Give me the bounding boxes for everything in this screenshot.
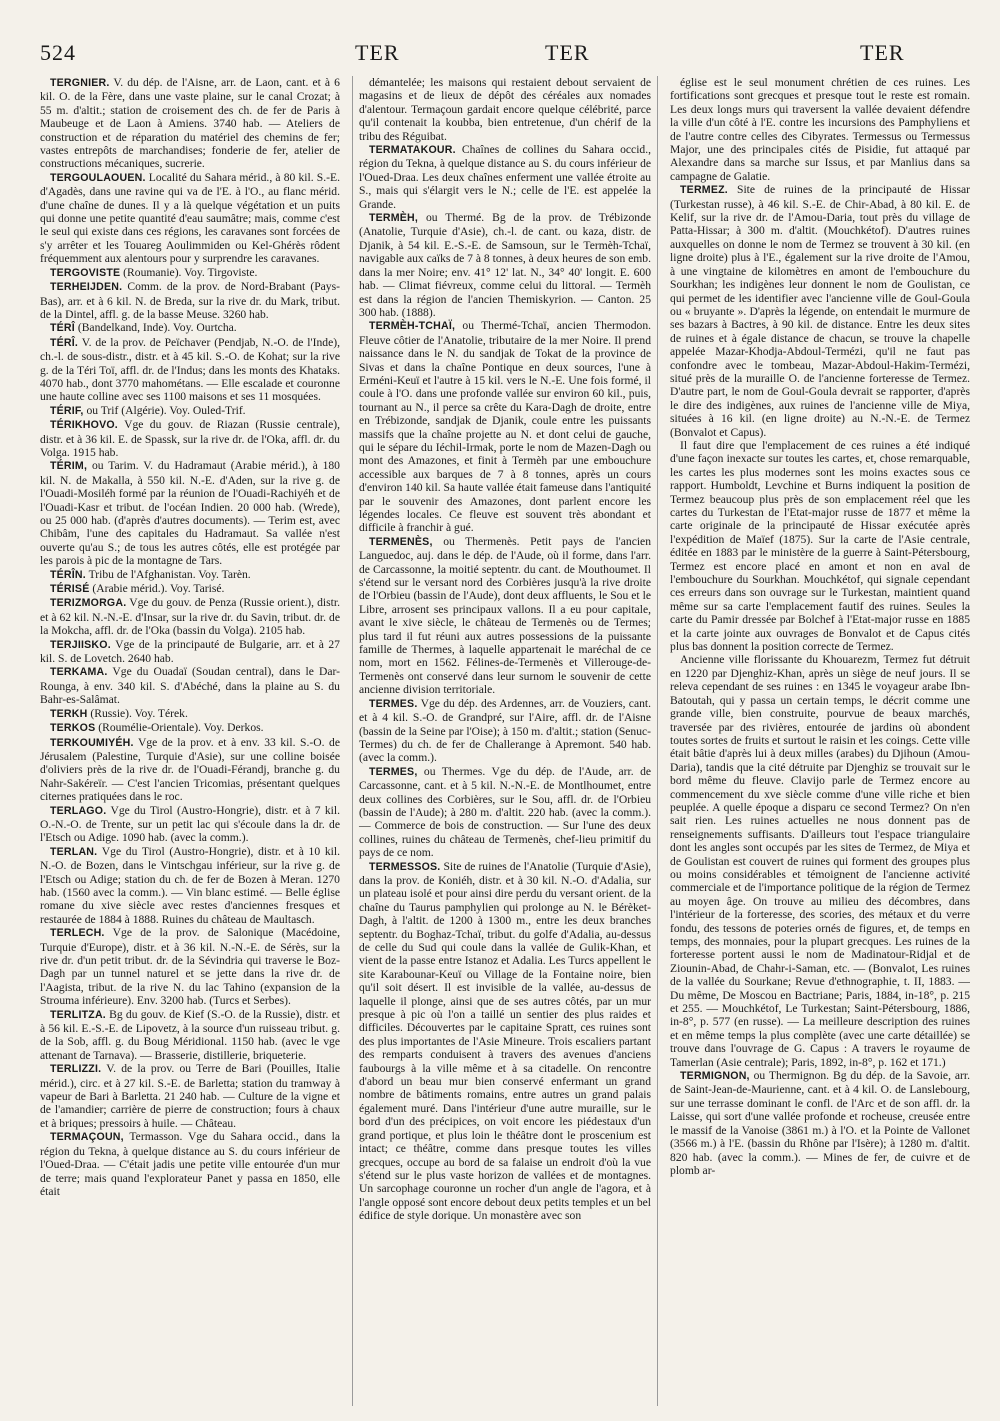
entry-headword: TÉRIKHOVO. [50,419,118,432]
dictionary-entry [40,596,340,637]
dictionary-entry [359,765,651,860]
dictionary-entry [40,736,340,804]
entry-headword: TERGNIER. [50,77,110,89]
entry-headword: TERMEZ. [680,184,728,197]
entry-text: ou Thermignon. Bg du dép. de la Savoie, arr. de Saint-Jean-de-Maurienne, cant. et à 4 kil. O. de Lanslebourg, sur une terrasse dominant le confl. de l'Arc et de son affl. dr. la Laisse, qui sort d'une vallée profonde et rocheuse, creusée entre le massif de la Vanoise (3861 m.) à l'O. et la Pointe de Vallonet (3566 m.) à l'E. (bassin du Rhône par l'Isère); à 1280 m. d'altit. 820 hab. (avec la comm.). — Mines de fer, de cuivre et de plomb ar- [670,1069,970,1177]
entry-headword: TÉRÎ [50,322,75,335]
entry-text: Localité du Sahara mérid., à 80 kil. S.-E. d'Agadès, dans une ravine qui va de l'E. à l'O., au flanc mérid. d'une chaîne de dunes. Il y a là quelque végétation et un puits qui donne une petite quantité d'eau saumâtre; mais, comme c'est le seul qui existe dans ces régions, les caravanes sont forcées de s'y arrêter et les Touareg Aoulimmiden ou Kel-Ghérès rôdent fréquemment aux alentours pour y surprendre les caravanes. [40,170,340,266]
entry-headword: TÉRÎN. [50,568,86,581]
entry-headword: TERMÈH, [368,212,419,225]
dictionary-entry [359,76,651,143]
entry-text: Termasson. Vge du Sahara occid., dans la région du Tekna, à quelque distance au S. du cours inférieur de l'Oued-Draa. — C'était jadis une petite ville entourée d'un mur de terre; mais quand l'explorateur Panet y passa en 1850, elle était [40,1130,340,1198]
entry-headword: TERGOULAOUEN. [50,171,146,184]
dictionary-entry [40,926,340,1007]
dictionary-entry [40,638,340,666]
entry-text: Vge du dép. des Ardennes, arr. de Vouziers, cant. et à 4 kil. S.-O. de Grandpré, sur l'Aire, affl. dr. de l'Aisne (bassin de la Seine par l'Oise); à 150 m. d'altit.; station (Senuc-Termes) du ch. de fer de Challerange à Apremont. 540 hab. (avec la comm.). [358,696,652,765]
dictionary-entry [40,845,340,926]
dictionary-entry [40,1130,340,1198]
dictionary-entry [359,860,651,1223]
page-number: 524 [40,40,76,65]
entry-headword: TERMATAKOUR. [368,144,456,157]
entry-headword: TERKOUMIYÉH. [50,736,134,749]
dictionary-entry [40,804,340,845]
entry-headword: TÉRIF, [50,404,84,417]
dictionary-entry [40,721,340,735]
entry-text: Il faut dire que l'emplacement de ces ruines a été indiqué d'une façon inexacte sur toutes les cartes, et, chose remarquable, les cartes les plus modernes sont les moins exactes sous ce rapport. Humboldt, Levchine et Burns indiquent la position de Termez beaucoup plus près de son emplacement réel que les cartes du Turkestan de l'Etat-major russe de 1877 et même la carte originale de la principauté de Hissar exécutée après l'expédition de Maïef (1875). Sur la carte de l'Asie centrale, éditée en 1883 par le ministère de la guerre à Saint-Pétersbourg, Termez est encore placé en amont et non en aval de l'embouchure du Sourkhan. Mouchkétof, qui signale cependant ces erreurs dans son ouvrage sur le Turkestan, maintient quand même sur sa carte l'emplacement fautif des ruines. Seules la carte du Pamir dressée par Bolchef à l'Etat-major russe en 1885 et la carte jointe aux ouvrages de Bonvalot et de Capus cités plus bas donnent la position correcte de Termez. [670,438,970,654]
dictionary-entry [670,183,970,439]
entry-text: ou Thermenès. Petit pays de l'ancien Languedoc, auj. dans le dép. de l'Aude, où il forme, dans l'arr. de Carcassonne, la moitié septentr. du cant. de Mouthoumet. Il s'étend sur le versant nord des Corbières jusqu'à la rive droite de l'Orbieu (bassin de l'Aude), dont deux affluents, le Sou et le Libre, arrosent ses principaux vallons. Il a eu pour capitale, avant le xive siècle, le château de Termenès ou de Termes; plus tard il fut réuni aux autres possessions de la puissante famille de Thermes, à laquelle appartenait le maréchal de ce nom, mort en 1562. Félines-de-Termenès et Villerouge-de-Termenès ont conservé dans leur surnom le souvenir de cette ancienne division territoriale. [358,534,652,697]
entry-text: V. de la prov. de Peïchaver (Pendjab, N.-O. de l'Inde), ch.-l. de sous-distr., distr. et à 45 kil. S.-O. de Kohat; sur la rive g. de la Téri Toï, affl. dr. de l'Indus; dans les monts des Khataks. 4070 hab., dont 3770 mahométans. — Elle escalade et couronne une haute colline avec ses 1100 maisons et ses 11 mosquées. [40,335,340,404]
entry-headword: TERLITZA. [50,1008,106,1021]
entry-headword: TERMES. [368,697,418,710]
entry-headword: TERHEIJDEN. [50,281,123,294]
entry-text: (Russie). Voy. Térek. [87,706,188,720]
entry-text: Vge du gouv. de Riazan (Russie centrale), distr. et à 36 kil. E. de Spassk, sur la rive dr. de l'Oka, affl. dr. du Volga. 1915 hab. [40,418,340,459]
text-columns [40,76,970,1406]
dictionary-entry [40,280,340,321]
entry-text: Site de ruines de la principauté de Hissar (Turkestan russe), à 46 kil. S.-E. de Chir-Abad, à 80 kil. E. de Kelif, sur la rive dr. de l'Amou-Daria, tout près du village de Patta-Hissar; à 300 m. d'altit. (Mouchkétof). D'autres ruines auxquelles on donne le nom de Termez se trouvent à 30 kil. (en ligne droite) plus à l'E., également sur la rive droite de l'Amou, à une vingtaine de kilomètres en amont de l'embouchure du Sourkhan; les indigènes leur donnent le nom de Goulistan, ce qui permet de les identifier avec l'ancienne ville de Goul-Goula ou « bruyante ». D'après la légende, on entendait le murmure de ses bazars à Bactres, à 90 kil. de distance. Entre les deux sites de ruines et à égale distance de chacun, se trouve la chapelle appelée Mazar-Khodja-Abdoul-Termézi, qu'il ne faut pas confondre avec le tombeau, Mazar-Abdoul-Hakim-Termézi, situé près de la muraille O. de l'ancienne forteresse de Termez. D'autre part, le nom de Goul-Goula devrait se rapporter, d'après le dire des indigènes, aux ruines de l'ancienne ville de Miya, situées à 16 kil. (en ligne droite) au N.-N.-E. de Termez (Bonvalot et Capus). [670,183,970,439]
dictionary-entry [359,143,651,211]
entry-text: Ancienne ville florissante du Khouarezm, Termez fut détruit en 1220 par Djenghiz-Khan, après un siège de neuf jours. Il se releva cependant de ses ruines : en 1345 le voyageur arabe Ibn-Batoutah, qui y passa un certain temps, le décrit comme une grande ville, bien construite, pourvue de beaux marchés, traversée par des rivières, entourée de jardins où abondent toutes sortes de fruits et surtout le raisin et les coings. Cette ville était bâtie d'après lui à deux milles (arabes) du Djihoun (Amou-Daria), tandis que la cité détruite par Djenghiz se trouvait sur le bord même du fleuve. Clavijo parle de Termez encore au commencement du xve siècle comme d'une ville riche et bien peuplée. A quelle époque a disparu ce second Termez? On n'en sait rien. Les ruines actuelles ne nous donnent pas de renseignements suffisants. D'ailleurs tout l'espace triangulaire dont les angles sont occupés par les sites de Termez, de Miya et de Goulistan est couvert de ruines qui forment des groupes plus ou moins considérables et témoignent de l'ancienne activité commerciale et de l'importance politique de la région de Termez au moyen âge. On trouve au milieu des décombres, dans l'intérieur de la forteresse, des scories, des métaux et du verre fondu, des tessons de poteries ornés de figures, et, de temps en temps, des monnaies, pour la plupart grecques. Les ruines de la forteresse portent aussi le nom de Madinatour-Ridjal et de Ziounin-Abad, de Chahr-i-Saman, etc. — (Bonvalot, Les ruines de la vallée du Sourkane; Revue d'ethnographie, t. II, 1883. — Du même, De Moscou en Bactriane; Paris, 1884, in-18°, p. 215 et 255. — Mouchkétof, Le Turkestan; Saint-Pétersbourg, 1886, in-8°, p. 577 (en russe). — La meilleure description des ruines et en même temps la plus complète (avec une carte détaillée) se trouve dans l'ouvrage de G. Capus : A travers le royaume de Tamerlan (Asie centrale); Paris, 1892, in-8°, p. 162 et 171.) [670,653,970,1069]
entry-headword: TERGOVISTE [50,266,121,279]
entry-text: Chaînes de collines du Sahara occid., région du Tekna, à quelque distance au S. du cours inférieur de l'Oued-Draa. Les deux chaînes enferment une vallée étroite au S., mais qui s'élargit vers le N.; celle de l'E. est appelée la Grande. [358,143,652,211]
dictionary-entry [40,707,340,721]
column-middle [352,76,658,1406]
dictionary-entry [359,319,651,535]
entry-headword: TERKOS [50,722,96,735]
dictionary-entry [670,439,970,654]
column-right [670,76,970,1406]
dictionary-entry [40,459,340,567]
entry-text: (Roumélie-Orientale). Voy. Derkos. [95,721,264,735]
entry-text: ou Thermé-Tchaï, ancien Thermodon. Fleuve côtier de l'Anatolie, tributaire de la mer Noire. Il prend naissance dans le N. du sandjak de Tokat de la province de Sivas et dans la chaîne Pontique en deux sources, l'une à Erméni-Keuï et l'autre à 15 kil. vers le N.-E. Une fois formé, il coule à l'O. dans une profonde vallée sur environ 60 kil., puis, tournant au N., il perce sa crête du Kara-Dagh de droite, entre en Trébizonde, sandjak de Djanik, coule entre les puissants massifs que la chaîne projette au N. et dont celui de gauche, qui le sépare du Iéchil-Irmak, porte le nom de Mazen-Dagh ou mont des Amazones, et finit à Termèh par une embouchure accessible aux barques de 7 à 8 tonnes, après un cours d'environ 140 kil. Sa haute vallée était fameuse dans l'antiquité par le souvenir des Amazones, dont parlent encore les légendes locales. Ce fleuve est souvent très abondant et difficile à franchir à gué. [358,319,652,535]
dictionary-entry [359,697,651,765]
dictionary-entry [40,404,340,418]
entry-text: Vge du gouv. de Penza (Russie orient.), distr. et à 62 kil. N.-N.-E. d'Insar, sur la rive dr. du Savin, tribut. dr. de la Mokcha, affl. dr. de l'Oka (bassin du Volga). 2105 hab. [40,596,340,638]
entry-headword: TERLAGO. [50,804,107,817]
entry-headword: TERMESSOS. [368,860,441,873]
entry-text: ou Tarim. V. du Hadramaut (Arabie mérid.), à 180 kil. N. de Makalla, à 550 kil. N.-E. d'Aden, sur la rive g. de l'Ouadi-Mosiléh formé par la réunion de l'Ouadi-Rachiyéh et de l'Ouadi-Kasr et tribut. de l'océan Indien. 20 000 hab. (Wrede), ou 25 000 hab. (d'après d'autres documents). — Terim est, avec Chibâm, l'une des capitales du Hadramaut. Sa vallée n'est ouverte qu'au S.; de tous les autres côtés, elle est protégée par les parois à pic de la montagne de Tars. [40,459,340,568]
dictionary-entry [40,76,340,171]
dictionary-entry [40,1062,340,1130]
entry-text: Comm. de la prov. de Nord-Brabant (Pays-Bas), arr. et à 6 kil. N. de Breda, sur la rive dr. du Mark, tribut. de la Dintel, affl. g. de la basse Meuse. 3260 hab. [40,280,340,321]
running-header [40,40,970,70]
entry-headword: TERKAMA. [50,666,108,679]
dictionary-entry [40,336,340,404]
entry-text: ou Trif (Algérie). Voy. Ouled-Trif. [83,403,246,417]
entry-headword: TERMIGNON, [680,1070,750,1083]
entry-text: V. de la prov. ou Terre de Bari (Pouilles, Italie mérid.), circ. et à 27 kil. S.-E. de Barletta; station du tramway à vapeur de Bari à Barletta. 21 240 hab. — Culture de la vigne et de l'amandier; carrière de pierre de construction; fours à chaux et à briques; pressoirs à huile. — Château. [40,1062,340,1130]
running-head-center: TER [545,40,590,65]
entry-text: église est le seul monument chrétien de ces ruines. Les fortifications sont grecques et presque tout le reste est romain. Les deux longs murs qui traversent la vallée devaient défendre la ville d'un côté à l'E. contre les incursions des Pamphyliens et de l'autre contre celles des Cibyrates. Termessus ou Termessus Major, une des principales cités de Pisidie, fut attaqué par Alexandre dans sa marche sur Issus, et par Manlius dans sa campagne de Galatie. [670,76,970,183]
entry-text: démantelée; les maisons qui restaient debout servaient de magasins et de lieux de dépôt des céréales aux nomades d'alentour. Termaçoun gardait encore quelque célébrité, parce qu'il contenait la koubba, bien entretenue, d'un chérif de la tribu des Réguibat. [358,76,652,143]
dictionary-entry [40,418,340,459]
dictionary-entry [40,582,340,596]
entry-headword: TÉRISÉ [50,583,90,596]
dictionary-entry [670,653,970,1069]
column-left [40,76,340,1406]
entry-text: Bg du gouv. de Kief (S.-O. de la Russie), distr. et à 56 kil. E.-S.-E. de Lipovetz, à la source d'un ruisseau tribut. g. de la Sob, affl. g. du Boug Méridional. 1150 hab. (avec le vge attenant de Tarnava). — Brasserie, distillerie, briqueterie. [40,1007,340,1062]
entry-text: Vge du Tirol (Austro-Hongrie), distr. et à 10 kil. N.-O. de Bozen, dans le Vintschgau inférieur, sur la rive g. de l'Etsch ou Adige; station du ch. de fer de Bozen à Meran. 1270 hab. (1560 avec la comm.). — Vin blanc estimé. — Belle église romane du xive siècle avec restes d'anciennes fresques et restaurée de 1884 à 1888. Ruines du château de Maultasch. [40,844,340,926]
dictionary-entry [40,266,340,280]
entry-text: Vge du Tirol (Austro-Hongrie), distr. et à 7 kil. O.-N.-O. de Trente, sur un petit lac qui s'écoule dans la dr. de l'Etsch ou Adige. 1090 hab. (avec la comm.). [40,803,340,845]
entry-headword: TERKH [50,707,88,720]
entry-text: Site de ruines de l'Anatolie (Turquie d'Asie), dans la prov. de Koniéh, distr. et à 30 kil. N.-O. d'Adalia, sur un plateau isolé et pour ainsi dire perdu du versant orient. de la chaîne du Taurus pamphylien qui prolonge au N. le Bérèket-Dagh, à l'altit. de 1200 à 1300 m., entre les deux branches septentr. du Boghaz-Tchaï, tribut. du golfe d'Adalia, au-dessus de celle du Sud qui coule dans la vallée de Gulik-Khan, et vient de la passe entre Istanoz et Adalia. Les Turcs appellent le site Karabounar-Keuï ou Village de la Fontaine noire, bien qu'il soit désert. Il est invisible de la vallée, au-dessus de laquelle il plonge, ainsi que de ses autres côtés, par un mur presque à pic où l'on a taillé un sentier des plus raides et difficiles. Découvertes par le capitaine Spratt, ces ruines sont des plus importantes de l'Asie Mineure. Trois escaliers partant des remparts conduisent à travers des avenues d'anciens faubourgs à la ville même et à sa citadelle. On rencontre d'abord un beau mur bien conservé enfermant un grand nombre de bâtiments romains, entre autres un grand palais également muré. Dans l'intérieur d'une autre muraille, sur le bord d'un des précipices, on voit encore les piédestaux d'un grand portique, et plus loin le théâtre dont le proscenium est intact; ce théâtre, comme dans presque toutes les villes grecques, occupe au bord de sa falaise un endroit d'où la vue s'étend sur le plus vaste horizon de vallées et de montagnes. Un sarcophage couronne un rocher d'un angle de l'agora, et à l'angle opposé sont encore debout deux petits temples et un bel édifice de style dorique. Un monastère avec son [358,859,652,1223]
entry-headword: TERJIISKO. [50,638,111,651]
entry-headword: TERMAÇOUN, [50,1131,124,1144]
entry-text: V. du dép. de l'Aisne, arr. de Laon, cant. et à 6 kil. O. de la Fère, dans une vaste plaine, sur le canal Crozat; à 55 m. d'altit.; station de croisement des ch. de fer de Paris à Maubeuge et de Laon à Amiens. 3740 hab. — Ateliers de construction et de réparation du matériel des chemins de fer; vastes entrepôts de marchandises; fonderie de fer, atelier de constructions mécaniques, sucrerie. [40,76,340,171]
dictionary-entry [359,535,651,697]
entry-text: Vge de la principauté de Bulgarie, arr. et à 27 kil. S. de Lovetch. 2640 hab. [40,637,340,666]
dictionary-entry [40,1008,340,1063]
entry-headword: TERLIZZI. [50,1063,102,1076]
entry-text: Vge de la prov. de Salonique (Macédoine, Turquie d'Europe), distr. et à 36 kil. N.-N.-E. de Sérès, sur la rive dr. d'un petit tribut. dr. de la Sévindria qui traverse le Boz-Dagh par un tunnel naturel et se jette dans la rive dr. de l'Aagista, tribut. de la rive N. du lac Tahino (expansion de la Strouma inférieure). Env. 3200 hab. (Turcs et Serbes). [40,926,340,1008]
dictionary-entry [670,1069,970,1177]
running-head-left: TER [355,40,400,65]
entry-headword: TERMENÈS, [368,535,433,548]
entry-headword: TÉRIM, [50,460,88,473]
entry-headword: TERMÈH-TCHAÏ, [368,320,456,333]
entry-text: Tribu de l'Afghanistan. Voy. Tarèn. [85,567,251,581]
entry-text: (Arabie mérid.). Voy. Tarisé. [89,582,225,596]
dictionary-entry [359,211,651,319]
entry-headword: TÉRÎ. [50,336,79,349]
dictionary-entry [40,665,340,706]
running-head-right: TER [860,40,905,65]
entry-headword: TERLECH. [50,927,105,940]
dictionary-entry [40,321,340,335]
entry-headword: TERIZMORGA. [50,597,127,610]
entry-text: ou Thermé. Bg de la prov. de Trébizonde (Anatolie, Turquie d'Asie), ch.-l. de cant. ou kaza, distr. de Djanik, à 54 kil. E.-S.-E. de Samsoun, sur le Termèh-Tchaï, navigable aux caïks de 7 à 8 tonnes, à deux heures de son emb. dans la mer Noire; env. 41° 12' lat. N., 34° 40' longit. E. 600 hab. — Climat fiévreux, comme celui du littoral. — Termèh est dans la région de l'ancien Themiskyrion. — Canton. 25 300 hab. (1888). [358,211,652,319]
entry-text: Vge du Ouadaï (Soudan central), dans le Dar-Rounga, à env. 340 kil. S. d'Abéché, dans la plaine au S. du Bahr-es-Salâmat. [40,665,340,707]
entry-text: Vge de la prov. et à env. 33 kil. S.-O. de Jérusalem (Palestine, Turquie d'Asie), sur une colline boisée d'oliviers près de la rive dr. de l'Ouadi-Férandj, branche g. du Nahr-Sakéreïr. — C'est l'ancien Tricomias, présentant quelques citernes pratiquées dans le roc. [40,735,340,804]
entry-text: (Bandelkand, Inde). Voy. Ourtcha. [74,321,237,335]
entry-headword: TERLAN. [50,845,98,858]
dictionary-entry [670,76,970,183]
entry-text: (Roumanie). Voy. Tirgoviste. [120,265,258,279]
entry-headword: TERMES, [368,765,418,778]
entry-text: ou Thermes. Vge du dép. de l'Aude, arr. de Carcassonne, cant. et à 5 kil. N.-N.-E. de Montlhoumet, entre deux collines des Corbières, sur le Sou, affl. dr. de l'Orbieu (bassin de l'Aude); à 280 m. d'altit. 220 hab. (avec la comm.). — Commerce de bois de construction. — Sur l'une des deux collines, ruines du château de Termenès, chef-lieu primitif du pays de ce nom. [358,764,652,860]
dictionary-entry [40,568,340,582]
dictionary-entry [40,171,340,266]
